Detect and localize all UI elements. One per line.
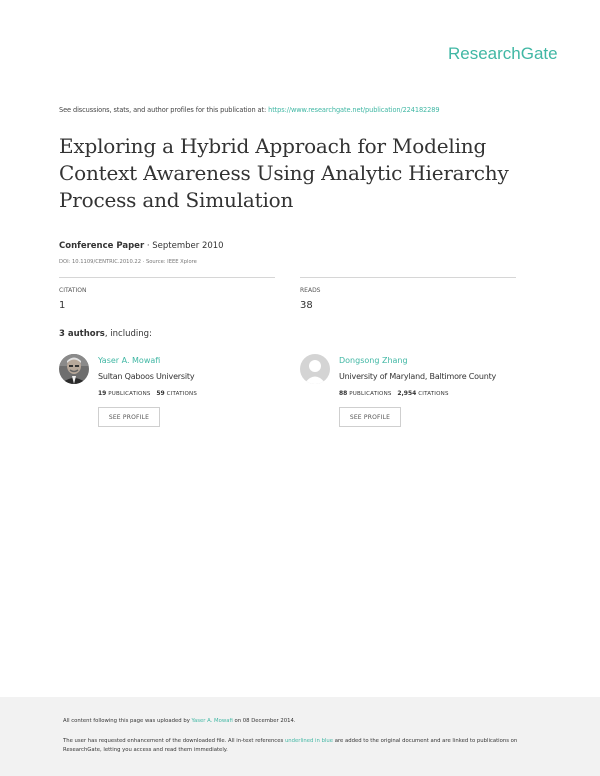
publications-label: PUBLICATIONS — [108, 391, 151, 397]
citations-label: CITATIONS — [418, 391, 449, 397]
divider-right — [300, 277, 516, 278]
author-card — [300, 354, 530, 434]
see-profile-button[interactable]: SEE PROFILE — [339, 407, 401, 427]
publications-label: PUBLICATIONS — [349, 391, 392, 397]
paper-meta — [59, 241, 224, 251]
upload-note — [63, 718, 296, 724]
doi-line: DOI: 10.1109/CENTRIC.2010.22 · Source: IEEE Xplore — [59, 259, 197, 265]
reads-count: 38 — [300, 300, 313, 311]
citations-label: CITATIONS — [166, 391, 198, 397]
reads-label: READS — [300, 287, 321, 294]
author-name[interactable]: Yaser A. Mowafi — [98, 356, 161, 365]
citation-label: CITATION — [59, 287, 87, 294]
default-user-icon[interactable] — [300, 354, 330, 384]
author-card — [59, 354, 289, 434]
authors-heading — [59, 329, 152, 339]
paper-date: · September 2010 — [144, 241, 224, 251]
author-photo-icon[interactable] — [59, 354, 89, 384]
author-institution: Sultan Qaboos University — [98, 372, 195, 381]
authors-count: 3 authors — [59, 329, 105, 339]
researchgate-logo[interactable]: ResearchGate — [448, 44, 558, 63]
publication-link[interactable]: https://www.researchgate.net/publication/224182289 — [268, 106, 440, 114]
notice-suffix: are added to the original document and are linked to publications on ResearchGate, letting you access and read them immediately. — [63, 738, 518, 753]
author-name[interactable]: Dongsong Zhang — [339, 356, 408, 365]
see-profile-button[interactable]: SEE PROFILE — [98, 407, 160, 427]
authors-suffix: , including: — [104, 329, 152, 339]
divider-left — [59, 277, 275, 278]
notice-link: underlined in blue — [284, 738, 334, 744]
publication-count: 88 — [339, 390, 348, 397]
paper-type: Conference Paper — [59, 241, 145, 251]
publication-count: 19 — [98, 390, 107, 397]
paper-title: Exploring a Hybrid Approach for Modeling Context Awareness Using Analytic Hierarchy Process and Simulation — [59, 134, 509, 212]
notice-prefix: The user has requested enhancement of the downloaded file. All in-text references — [63, 738, 284, 744]
author-institution: University of Maryland, Baltimore County — [339, 372, 497, 381]
citation-count: 2,954 — [397, 390, 417, 397]
uploader-link[interactable]: Yaser A. Mowafi — [191, 718, 233, 724]
citation-count: 59 — [156, 390, 165, 397]
upload-prefix: All content following this page was uploaded by — [63, 718, 190, 724]
citation-count: 1 — [59, 300, 66, 311]
author-stats — [98, 390, 197, 397]
author-stats — [339, 390, 449, 397]
upload-suffix: on 08 December 2014. — [234, 718, 296, 724]
enhancement-notice — [63, 737, 533, 755]
discussions-text: See discussions, stats, and author profiles for this publication at: — [59, 106, 267, 114]
discussions-line — [59, 106, 439, 114]
